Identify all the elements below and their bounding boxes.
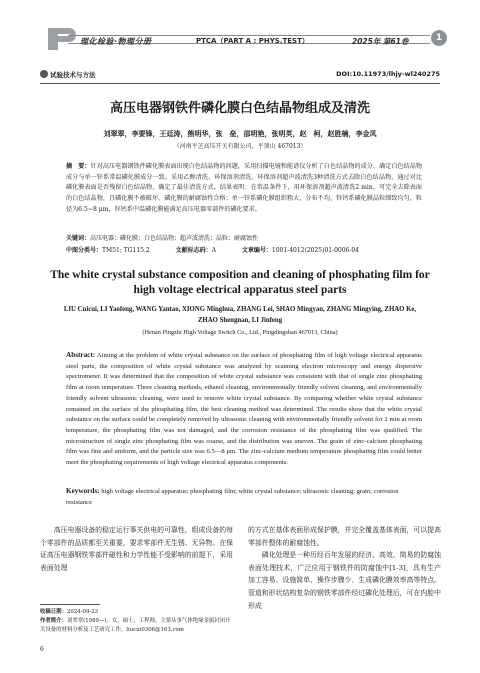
doc-code: A	[211, 247, 216, 254]
body-paragraph: 高压电器设备的稳定运行事关供电的可靠性，组成设备的每个零部件的品质都至关重要，要求零部件无生锈、无异物。在保证高压电器钢铁零部件磁性和力学性能不受影响的前提下，采用表面处理	[40, 526, 233, 572]
issue-number-badge: 1	[431, 30, 447, 46]
journal-header	[0, 0, 480, 58]
cn-keywords-text: 高压电器；磷化膜；白色结晶物；超声波清洗；晶粒；耐腐蚀性	[90, 235, 259, 242]
en-affiliation: (Henan Pingzhi High Voltage Switch Co., Ltd., Pingdingshan 467013, China)	[142, 329, 338, 336]
body-paragraph: 磷化处理是一种历经百年发展的经济、高效、简易的防腐蚀表面处理技术，广泛应用于钢铁件的防腐蚀中[1-3]，具有生产加工容易、设施简单、操作步骤少、生成磷化膜效率高等特点。管道和形状结构复杂的钢铁零部件经过磷化处理后，可在内腔中形成	[248, 551, 441, 610]
doi: DOI:10.11973/lhjy-wl240275	[336, 70, 440, 78]
body-column-right	[248, 524, 441, 612]
en-abstract-text: Aiming at the problem of white crystal substance on the surface of phosphating film of high voltage electrical apparatus steel parts, the composition of white crystal substance was analyzed by scanning electron microscopy and energy dispersive spectrometer. It was determined that the composition of white crystal substance was consistent with that of single zinc phosphating film at room temperature. Three cleaning methods, ethanol cleaning, environmentally friendly solvent cleaning, and environmentally friendly solvent ultrasonic cleaning, were used to remove white crystal substance. By comparing whether white crystal substance remained on the surface of the phosphating film, the best cleaning method was determined. The results show that the white crystal substance on the surface could be completely removed by ultrasonic cleaning with environmentally friendly solvent for 2 min at room temperature, the phosphating film was not damaged, and the corrosion resistance of the phosphating film was qualified. The microstructure of single zinc phosphating film was coarse, and the distribution was uneven. The grain of zinc-calcium phosphating film was fine and uniform, and the particle size was 6.5—8 μm. The zinc-calcium medium temperature phosphating film could better meet the phosphating requirements of high voltage electrical apparatus components.	[66, 352, 422, 467]
journal-series-name: 理化检验·物理分册	[80, 37, 152, 46]
section-header	[40, 70, 440, 82]
en-authors: LIU Cuicui, LI Yaofeng, WANG Yantao, XIONG Minghua, ZHANG Lei, SHAO Mingyan, ZHANG Mingying, ZHAO Ke, ZHAO Shengnan, LI Jinfeng	[63, 306, 417, 324]
en-keywords-label: Keywords:	[66, 487, 100, 495]
en-abstract	[66, 350, 422, 469]
journal-name: PTCA（PART A : PHYS.TEST）	[196, 37, 309, 45]
footnote: 收稿日期：2024-09-23 作者简介：刘翠翠(1989—)，女，硕士，工程师，主要从事气体绝缘金属封闭开关设备的材料分析及工艺研究工作，liucui0306@163.com	[40, 609, 231, 633]
author-bio: 刘翠翠(1989—)，女，硕士，工程师，主要从事气体绝缘金属封闭开关设备的材料分析及工艺研究工作，liucui0306@163.com	[40, 618, 231, 633]
bullet-icon	[40, 70, 48, 78]
en-title: The white crystal substance composition and cleaning of phosphating film for high voltage electrical apparatus steel parts	[50, 269, 430, 296]
cn-authors: 刘翠翠，李要锋，王廷涛，熊明华，张 垒，邵明艳，张明英，赵 柯，赵胜楠，李金凤	[103, 130, 377, 138]
article-number: 1001-4012(2025)01-0006-04	[271, 247, 360, 254]
en-keywords	[66, 486, 422, 508]
cn-abstract	[66, 162, 422, 216]
cn-keywords	[66, 234, 422, 244]
body-paragraph: 的方式在基体表面形成保护膜，并完全覆盖基体表面，可以提高零部件整体的耐腐蚀性。	[248, 526, 441, 547]
cn-abstract-label: 摘 要：	[66, 163, 91, 170]
clc-code: TM51; TG115.2	[102, 247, 150, 254]
column-tag: 试验技术与方法	[40, 70, 96, 79]
received-date: 2024-09-23	[66, 609, 99, 615]
page-number: 6	[40, 646, 44, 653]
en-abstract-label: Abstract:	[66, 351, 96, 359]
footnote-rule	[40, 604, 100, 605]
cn-classification: 中图分类号：TM51; TG115.2 文献标志码：A 文章编号：1001-4012(2025)01-0006-04	[66, 247, 360, 254]
journal-issue: 2025年 第61卷	[352, 37, 409, 46]
cn-abstract-text: 针对高压电器钢铁件磷化膜表面出现白色结晶物的问题，采用扫描电镜和能谱仪分析了白色结晶物的成分，确定白色结晶物成分与单一锌系常温磷化膜成分一致。采用乙醇清洗、环保溶剂清洗、环保溶剂超声波清洗3种清洗方式去除白色结晶物，通过对比磷化膜表面是否残留白色结晶物，确定了最佳清洗方式。结果表明：在常温条件下，用环保溶剂超声波清洗2 min，可完全去除表面的白色结晶物，且磷化膜不被破坏，磷化膜的耐腐蚀性合格；单一锌系磷化膜组织粗大，分布不均，锌钙系磷化膜晶粒细致均匀，粒径为6.5~8 μm，锌钙系中温磷化膜能满足高压电器零部件的磷化要求。	[66, 163, 423, 213]
body-column-left	[40, 524, 233, 574]
en-keywords-text: high voltage electrical apparatus; phosphating film; white crystal substance; ultrasonic cleaning; grain; corrosion resistance	[66, 488, 399, 506]
section-rule	[40, 83, 440, 84]
cn-keywords-label: 关键词：	[66, 235, 91, 242]
cn-title: 高压电器钢铁件磷化膜白色结晶物组成及清洗	[109, 101, 370, 116]
cn-affiliation: （河南平芝高压开关有限公司，平顶山 467013）	[173, 143, 307, 150]
